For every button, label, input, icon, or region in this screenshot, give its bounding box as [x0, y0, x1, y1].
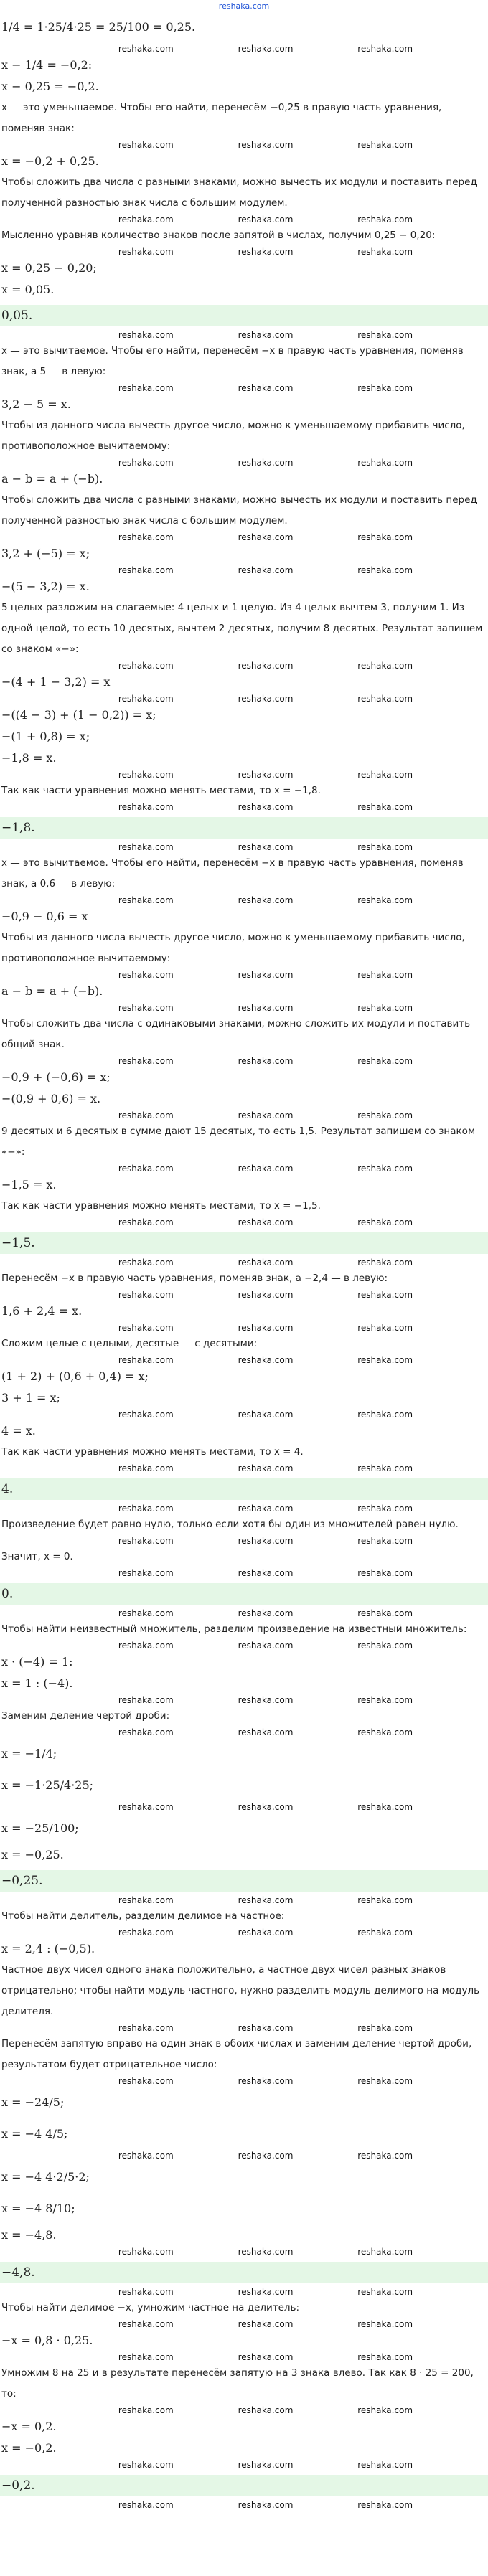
watermark-text: reshaka.com: [238, 1217, 294, 1227]
equation-line: x · (−4) = 1:: [1, 1655, 73, 1669]
explanation-text: Так как части уравнения можно менять местами, то x = −1,5.: [1, 1200, 321, 1212]
watermark-text: reshaka.com: [118, 1110, 174, 1120]
watermark-row: [0, 2022, 488, 2034]
watermark-text: reshaka.com: [118, 1641, 174, 1651]
watermark-text: reshaka.com: [238, 140, 294, 150]
explanation-text: Сложим целые с целыми, десятые — с десятыми:: [1, 1338, 258, 1349]
watermark-text: reshaka.com: [238, 970, 294, 980]
watermark-text: reshaka.com: [238, 1536, 294, 1546]
watermark-text: reshaka.com: [118, 770, 174, 780]
watermark-text: reshaka.com: [118, 1003, 174, 1013]
answer-line: −0,25.: [0, 1870, 488, 1892]
watermark-row: [0, 1801, 488, 1813]
watermark-text: reshaka.com: [357, 895, 413, 905]
explanation-text: Так как части уравнения можно менять местами, то x = −1,8.: [1, 785, 321, 796]
watermark-text: reshaka.com: [238, 661, 294, 671]
fraction-line: x = −1/4;: [1, 1747, 57, 1760]
watermark-text: reshaka.com: [238, 1110, 294, 1120]
watermark-text: reshaka.com: [118, 2076, 174, 2086]
watermark-text: reshaka.com: [238, 1802, 294, 1812]
watermark-text: reshaka.com: [357, 140, 413, 150]
watermark-text: reshaka.com: [238, 1355, 294, 1365]
equation-line: −1,5 = x.: [1, 1178, 57, 1192]
watermark-text: reshaka.com: [118, 44, 174, 54]
watermark-row: [0, 1895, 488, 1906]
equation-line: x = −0,2.: [1, 2441, 57, 2455]
watermark-text: reshaka.com: [238, 1695, 294, 1705]
explanation-text: Чтобы из данного числа вычесть другое число, можно к уменьшаемому прибавить число, противоположное вычитаемому:: [1, 932, 465, 964]
watermark-row: [0, 1463, 488, 1474]
watermark-text: reshaka.com: [118, 1164, 174, 1174]
watermark-row: [0, 895, 488, 906]
watermark-text: reshaka.com: [357, 1003, 413, 1013]
watermark-text: reshaka.com: [118, 1410, 174, 1420]
watermark-text: reshaka.com: [357, 2151, 413, 2161]
watermark-text: reshaka.com: [118, 1463, 174, 1473]
watermark-text: reshaka.com: [238, 330, 294, 340]
watermark-text: reshaka.com: [118, 842, 174, 852]
watermark-text: reshaka.com: [238, 532, 294, 542]
watermark-text: reshaka.com: [118, 2405, 174, 2415]
fraction-line: x = −25/100;: [1, 1821, 79, 1835]
watermark-text: reshaka.com: [118, 2151, 174, 2161]
watermark-text: reshaka.com: [357, 2319, 413, 2329]
watermark-text: reshaka.com: [118, 661, 174, 671]
watermark-text: reshaka.com: [357, 2460, 413, 2470]
watermark-row: [0, 1409, 488, 1420]
watermark-row: [0, 1289, 488, 1301]
watermark-text: reshaka.com: [357, 970, 413, 980]
watermark-text: reshaka.com: [357, 2405, 413, 2415]
explanation-text: 5 целых разложим на слагаемые: 4 целых и 1 целую. Из 4 целых вычтем 3, получим 1. Из одной целой, то есть 10 десятых, вычтем 2 десятых, получим 8 десятых. Результат запишем со знаком «−»:: [1, 602, 483, 655]
watermark-row: [0, 2246, 488, 2257]
watermark-text: reshaka.com: [238, 1895, 294, 1905]
fraction-line: x = −4 4·2/5·2;: [1, 2170, 90, 2184]
watermark-text: reshaka.com: [357, 1928, 413, 1938]
watermark-text: reshaka.com: [357, 1110, 413, 1120]
equation-line: −(0,9 + 0,6) = x.: [1, 1092, 101, 1105]
watermark-text: reshaka.com: [357, 1641, 413, 1651]
watermark-text: reshaka.com: [238, 2151, 294, 2161]
explanation-text: Чтобы сложить два числа с разными знаками, можно вычесть их модули и поставить перед полученной разностью знак числа с большим модулем.: [1, 176, 477, 209]
watermark-text: reshaka.com: [118, 2460, 174, 2470]
equation-line: x = −0,2 + 0,25.: [1, 154, 99, 168]
site-url[interactable]: reshaka.com: [218, 1, 270, 11]
watermark-row: [0, 1694, 488, 1706]
watermark-text: reshaka.com: [238, 895, 294, 905]
equation-line: (1 + 2) + (0,6 + 0,4) = x;: [1, 1369, 149, 1383]
watermark-text: reshaka.com: [357, 1536, 413, 1546]
equation-line: 3,2 + (−5) = x;: [1, 547, 90, 560]
watermark-text: reshaka.com: [238, 2405, 294, 2415]
watermark-text: reshaka.com: [357, 694, 413, 704]
watermark-text: reshaka.com: [357, 1355, 413, 1365]
explanation-text: Значит, x = 0.: [1, 1551, 73, 1562]
watermark-text: reshaka.com: [357, 2352, 413, 2362]
explanation-text: x — это вычитаемое. Чтобы его найти, перенесём −x в правую часть уравнения, поменяв знак, а 5 — в левую:: [1, 345, 464, 377]
watermark-text: reshaka.com: [118, 2319, 174, 2329]
watermark-text: reshaka.com: [238, 1928, 294, 1938]
equation-line: −1,8 = x.: [1, 751, 57, 765]
explanation-text: Чтобы найти делимое −x, умножим частное на делитель:: [1, 2302, 300, 2313]
watermark-text: reshaka.com: [238, 2287, 294, 2297]
watermark-text: reshaka.com: [118, 1608, 174, 1618]
watermark-text: reshaka.com: [357, 1895, 413, 1905]
equation-line: x − 0,25 = −0,2.: [1, 80, 99, 93]
watermark-text: reshaka.com: [118, 1290, 174, 1300]
equation-line: 3 + 1 = x;: [1, 1391, 60, 1405]
watermark-text: reshaka.com: [118, 970, 174, 980]
watermark-row: [0, 1535, 488, 1547]
watermark-row: [0, 1055, 488, 1067]
watermark-text: reshaka.com: [118, 1217, 174, 1227]
watermark-row: [0, 2405, 488, 2416]
watermark-row: [0, 1640, 488, 1651]
watermark-row: [0, 969, 488, 981]
watermark-row: [0, 1163, 488, 1174]
watermark-row: [0, 1927, 488, 1938]
equation-line: −0,9 + (−0,6) = x;: [1, 1070, 111, 1084]
watermark-text: reshaka.com: [357, 802, 413, 812]
equation-line: x = 0,05.: [1, 283, 55, 296]
watermark-row: [0, 1002, 488, 1014]
watermark-text: reshaka.com: [118, 2247, 174, 2257]
watermark-text: reshaka.com: [357, 2023, 413, 2033]
watermark-text: reshaka.com: [118, 214, 174, 225]
watermark-row: [0, 214, 488, 225]
equation-line: −((4 − 3) + (1 − 0,2)) = x;: [1, 708, 156, 722]
watermark-text: reshaka.com: [238, 1568, 294, 1578]
watermark-text: reshaka.com: [238, 1410, 294, 1420]
watermark-text: reshaka.com: [238, 1504, 294, 1514]
explanation-text: Чтобы найти делитель, разделим делимое на частное:: [1, 1910, 285, 1922]
watermark-text: reshaka.com: [118, 1695, 174, 1705]
watermark-text: reshaka.com: [238, 802, 294, 812]
explanation-text: Заменим деление чертой дроби:: [1, 1710, 170, 1722]
watermark-text: reshaka.com: [357, 565, 413, 575]
watermark-row: [0, 139, 488, 151]
watermark-text: reshaka.com: [118, 1258, 174, 1268]
watermark-text: reshaka.com: [118, 2500, 174, 2510]
watermark-text: reshaka.com: [118, 532, 174, 542]
answer-line: −0,2.: [0, 2475, 488, 2496]
watermark-text: reshaka.com: [238, 1323, 294, 1333]
watermark-row: [0, 769, 488, 780]
watermark-row: [0, 1257, 488, 1268]
fraction-line: x = −1·25/4·25;: [1, 1778, 94, 1792]
watermark-text: reshaka.com: [357, 1410, 413, 1420]
watermark-text: reshaka.com: [357, 1695, 413, 1705]
answer-line: −1,8.: [0, 817, 488, 839]
watermark-text: reshaka.com: [118, 1802, 174, 1812]
fraction-line: 1/4 = 1·25/4·25 = 25/100 = 0,25.: [1, 20, 196, 34]
watermark-row: [0, 660, 488, 671]
watermark-text: reshaka.com: [357, 2500, 413, 2510]
watermark-text: reshaka.com: [357, 661, 413, 671]
watermark-row: [0, 2150, 488, 2161]
fraction-line: x = −4 4/5;: [1, 2127, 68, 2141]
watermark-row: [0, 2499, 488, 2511]
watermark-row: [0, 2351, 488, 2363]
watermark-text: reshaka.com: [238, 1727, 294, 1737]
watermark-text: reshaka.com: [118, 694, 174, 704]
watermark-text: reshaka.com: [357, 1504, 413, 1514]
watermark-row: [0, 801, 488, 813]
explanation-text: Чтобы сложить два числа с разными знаками, можно вычесть их модули и поставить перед полученной разностью знак числа с большим модулем.: [1, 494, 477, 527]
answer-line: 0,05.: [0, 305, 488, 326]
watermark-text: reshaka.com: [357, 1608, 413, 1618]
watermark-row: [0, 457, 488, 468]
watermark-text: reshaka.com: [357, 214, 413, 225]
explanation-text: Умножим 8 на 25 и в результате перенесём запятую на 3 знака влево. Так как 8 · 25 = 200, то:: [1, 2367, 474, 2400]
equation-line: x = 2,4 : (−0,5).: [1, 1942, 95, 1955]
watermark-text: reshaka.com: [118, 1056, 174, 1066]
explanation-text: Частное двух чисел одного знака положительно, а частное двух чисел разных знаков отрицательно; чтобы найти модуль частного, нужно разделить модуль делимого на модуль делителя.: [1, 1964, 480, 2017]
watermark-text: reshaka.com: [357, 842, 413, 852]
watermark-text: reshaka.com: [118, 565, 174, 575]
solution-content: [0, 11, 488, 2511]
equation-line: 4 = x.: [1, 1424, 36, 1438]
explanation-text: 9 десятых и 6 десятых в сумме дают 15 десятых, то есть 1,5. Результат запишем со знаком «−»:: [1, 1126, 476, 1158]
watermark-text: reshaka.com: [357, 1727, 413, 1737]
watermark-text: reshaka.com: [357, 532, 413, 542]
explanation-text: Мысленно уравняв количество знаков после запятой в числах, получим 0,25 − 0,20:: [1, 230, 436, 241]
equation-line: a − b = a + (−b).: [1, 472, 103, 486]
explanation-text: x — это уменьшаемое. Чтобы его найти, перенесём −0,25 в правую часть уравнения, поменяв знак:: [1, 102, 442, 134]
watermark-text: reshaka.com: [357, 2287, 413, 2297]
watermark-row: [0, 2459, 488, 2471]
watermark-text: reshaka.com: [238, 247, 294, 257]
watermark-text: reshaka.com: [118, 1727, 174, 1737]
explanation-text: Перенесём −x в правую часть уравнения, поменяв знак, а −2,4 — в левую:: [1, 1273, 388, 1284]
watermark-text: reshaka.com: [357, 1463, 413, 1473]
watermark-text: reshaka.com: [238, 2076, 294, 2086]
equation-line: −x = 0,8 · 0,25.: [1, 2334, 93, 2347]
explanation-text: Чтобы найти неизвестный множитель, разделим произведение на известный множитель:: [1, 1623, 467, 1635]
explanation-text: Перенесём запятую вправо на один знак в обоих числах и заменим деление чертой дроби, результатом будет отрицательное число:: [1, 2038, 472, 2070]
watermark-text: reshaka.com: [238, 565, 294, 575]
watermark-text: reshaka.com: [357, 383, 413, 393]
watermark-text: reshaka.com: [118, 895, 174, 905]
watermark-text: reshaka.com: [357, 458, 413, 468]
watermark-row: [0, 2075, 488, 2087]
watermark-row: [0, 1608, 488, 1619]
explanation-text: Так как части уравнения можно менять местами, то x = 4.: [1, 1446, 304, 1458]
equation-line: −0,9 − 0,6 = x: [1, 910, 88, 923]
watermark-text: reshaka.com: [238, 2500, 294, 2510]
watermark-row: [0, 2318, 488, 2330]
explanation-text: Произведение будет равно нулю, только если хотя бы один из множителей равен нулю.: [1, 1519, 459, 1530]
watermark-text: reshaka.com: [357, 1802, 413, 1812]
watermark-text: reshaka.com: [238, 1290, 294, 1300]
equation-line: −(1 + 0,8) = x;: [1, 730, 90, 743]
watermark-text: reshaka.com: [118, 1895, 174, 1905]
equation-line: a − b = a + (−b).: [1, 984, 103, 998]
explanation-text: Чтобы из данного числа вычесть другое число, можно к уменьшаемому прибавить число, противоположное вычитаемому:: [1, 420, 465, 452]
watermark-row: [0, 565, 488, 576]
watermark-row: [0, 1217, 488, 1228]
watermark-text: reshaka.com: [118, 1355, 174, 1365]
watermark-text: reshaka.com: [118, 2023, 174, 2033]
watermark-row: [0, 1354, 488, 1366]
answer-line: −1,5.: [0, 1232, 488, 1254]
watermark-text: reshaka.com: [357, 247, 413, 257]
watermark-row: [0, 693, 488, 704]
watermark-text: reshaka.com: [357, 1258, 413, 1268]
watermark-text: reshaka.com: [238, 1258, 294, 1268]
fraction-line: x = −24/5;: [1, 2095, 65, 2109]
watermark-text: reshaka.com: [238, 2247, 294, 2257]
watermark-text: reshaka.com: [238, 1056, 294, 1066]
watermark-text: reshaka.com: [238, 1641, 294, 1651]
watermark-text: reshaka.com: [118, 1568, 174, 1578]
watermark-text: reshaka.com: [118, 1504, 174, 1514]
watermark-text: reshaka.com: [238, 694, 294, 704]
watermark-text: reshaka.com: [238, 2460, 294, 2470]
equation-line: x = 0,25 − 0,20;: [1, 261, 97, 275]
watermark-row: [0, 1567, 488, 1579]
equation-line: 1,6 + 2,4 = x.: [1, 1304, 83, 1318]
watermark-row: [0, 1727, 488, 1738]
watermark-row: [0, 329, 488, 341]
watermark-text: reshaka.com: [238, 2319, 294, 2329]
equation-line: x = −0,25.: [1, 1848, 64, 1862]
watermark-text: reshaka.com: [357, 1056, 413, 1066]
watermark-text: reshaka.com: [238, 1003, 294, 1013]
watermark-text: reshaka.com: [118, 2287, 174, 2297]
equation-line: x − 1/4 = −0,2:: [1, 58, 93, 72]
watermark-text: reshaka.com: [118, 2352, 174, 2362]
watermark-text: reshaka.com: [357, 1323, 413, 1333]
equation-line: −(5 − 3,2) = x.: [1, 580, 90, 593]
watermark-text: reshaka.com: [238, 2023, 294, 2033]
watermark-text: reshaka.com: [118, 802, 174, 812]
watermark-text: reshaka.com: [238, 214, 294, 225]
watermark-text: reshaka.com: [238, 383, 294, 393]
equation-line: −(4 + 1 − 3,2) = x: [1, 675, 111, 689]
watermark-text: reshaka.com: [357, 330, 413, 340]
equation-line: 3,2 − 5 = x.: [1, 397, 71, 411]
watermark-text: reshaka.com: [118, 1928, 174, 1938]
watermark-row: [0, 2286, 488, 2298]
watermark-text: reshaka.com: [238, 44, 294, 54]
equation-line: x = −4,8.: [1, 2228, 57, 2242]
watermark-text: reshaka.com: [357, 1290, 413, 1300]
watermark-row: [0, 841, 488, 853]
fraction-line: x = −4 8/10;: [1, 2202, 75, 2215]
explanation-text: Чтобы сложить два числа с одинаковыми знаками, можно сложить их модули и поставить общий знак.: [1, 1018, 471, 1050]
watermark-text: reshaka.com: [238, 1164, 294, 1174]
watermark-text: reshaka.com: [118, 330, 174, 340]
watermark-text: reshaka.com: [357, 1217, 413, 1227]
answer-line: 0.: [0, 1583, 488, 1605]
watermark-row: [0, 43, 488, 55]
watermark-row: [0, 382, 488, 394]
explanation-text: x — это вычитаемое. Чтобы его найти, перенесём −x в правую часть уравнения, поменяв знак, а 0,6 — в левую:: [1, 857, 464, 890]
watermark-text: reshaka.com: [238, 2352, 294, 2362]
watermark-text: reshaka.com: [357, 770, 413, 780]
watermark-text: reshaka.com: [118, 1323, 174, 1333]
watermark-text: reshaka.com: [118, 458, 174, 468]
watermark-row: [0, 246, 488, 258]
watermark-text: reshaka.com: [238, 770, 294, 780]
watermark-text: reshaka.com: [118, 1536, 174, 1546]
watermark-text: reshaka.com: [118, 383, 174, 393]
watermark-text: reshaka.com: [357, 44, 413, 54]
answer-line: 4.: [0, 1478, 488, 1500]
watermark-text: reshaka.com: [238, 842, 294, 852]
equation-line: x = 1 : (−4).: [1, 1676, 73, 1690]
watermark-text: reshaka.com: [357, 1568, 413, 1578]
watermark-text: reshaka.com: [357, 2247, 413, 2257]
watermark-text: reshaka.com: [238, 1463, 294, 1473]
watermark-row: [0, 532, 488, 543]
watermark-text: reshaka.com: [238, 458, 294, 468]
watermark-row: [0, 1110, 488, 1121]
equation-line: −x = 0,2.: [1, 2420, 57, 2433]
watermark-row: [0, 1503, 488, 1514]
watermark-text: reshaka.com: [118, 140, 174, 150]
watermark-row: [0, 1322, 488, 1334]
watermark-text: reshaka.com: [357, 2076, 413, 2086]
watermark-text: reshaka.com: [238, 1608, 294, 1618]
watermark-text: reshaka.com: [118, 247, 174, 257]
watermark-text: reshaka.com: [357, 1164, 413, 1174]
answer-line: −4,8.: [0, 2262, 488, 2283]
